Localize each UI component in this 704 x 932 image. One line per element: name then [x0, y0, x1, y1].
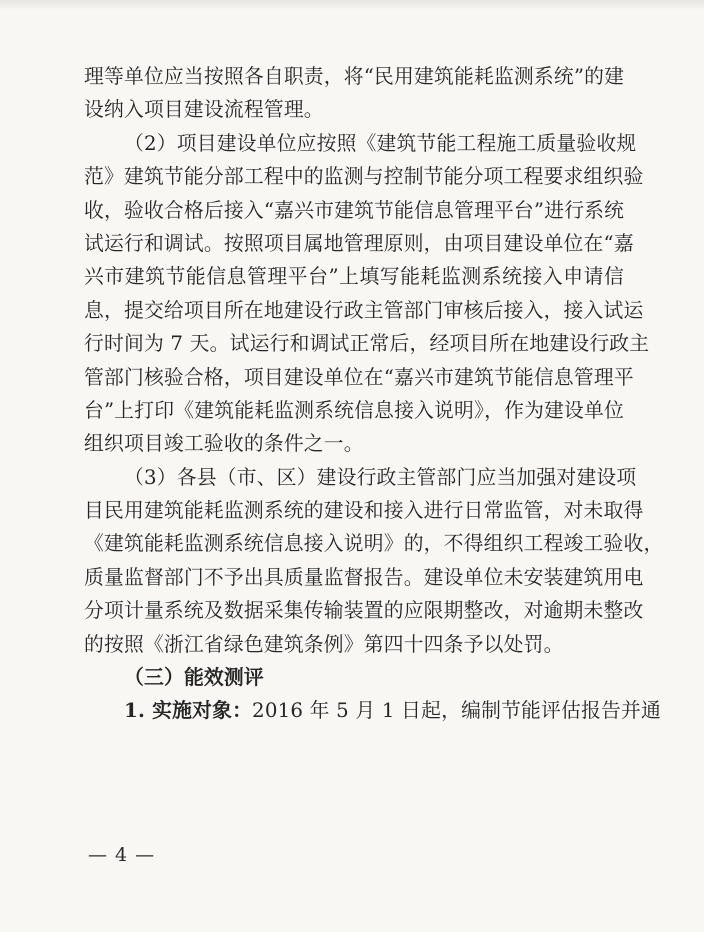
text-line: 管部门核验合格，项目建设单位在“嘉兴市建筑节能信息管理平 — [84, 365, 634, 389]
document-body — [84, 60, 664, 728]
text-line: 设纳入项目建设流程管理。 — [84, 98, 324, 122]
text-line: 台”上打印《建筑能耗监测系统信息接入说明》，作为建设单位 — [84, 398, 624, 422]
text-line: 范》建筑节能分部工程中的监测与控制节能分项工程要求组织验 — [84, 165, 644, 189]
section-heading: （三）能效测评 — [124, 665, 264, 690]
text-line: 行时间为 7 天。试运行和调试正常后，经项目所在地建设行政主 — [84, 332, 650, 356]
scan-edge — [0, 0, 704, 10]
text-line: 《建筑能耗监测系统信息接入说明》的，不得组织工程竣工验收， — [84, 532, 664, 556]
text-line: 的按照《浙江省绿色建筑条例》第四十四条予以处罚。 — [84, 632, 564, 656]
text-line: 质量监督部门不予出具质量监督报告。建设单位未安装建筑用电 — [84, 565, 644, 589]
item-1-label: 1. 实施对象： — [124, 698, 253, 723]
text-line: 兴市建筑节能信息管理平台”上填写能耗监测系统接入申请信 — [84, 265, 624, 289]
text-line: 分项计量系统及数据采集传输装置的应限期整改，对逾期未整改 — [84, 599, 644, 623]
text-line: 理等单位应当按照各自职责，将“民用建筑能耗监测系统”的建 — [84, 65, 625, 88]
text-line: 息，提交给项目所在地建设行政主管部门审核后接入，接入试运 — [84, 298, 644, 322]
text-line: 收，验收合格后接入“嘉兴市建筑节能信息管理平台”进行系统 — [84, 198, 625, 222]
text-line: 试运行和调试。按照项目属地管理原则，由项目建设单位在“嘉 — [84, 231, 634, 255]
paragraph-3-start: （3）各县（市、区）建设行政主管部门应当加强对建设项 — [124, 465, 637, 489]
page-number: — 4 — — [88, 844, 156, 866]
text-line: 组织项目竣工验收的条件之一。 — [84, 432, 364, 456]
text-line: 目民用建筑能耗监测系统的建设和接入进行日常监管，对未取得 — [84, 499, 644, 523]
item-1-text: 2016 年 5 月 1 日起，编制节能评估报告并通 — [252, 699, 661, 723]
item-1-line — [84, 694, 661, 727]
paragraph-2-start: （2）项目建设单位应按照《建筑节能工程施工质量验收规 — [124, 131, 637, 155]
